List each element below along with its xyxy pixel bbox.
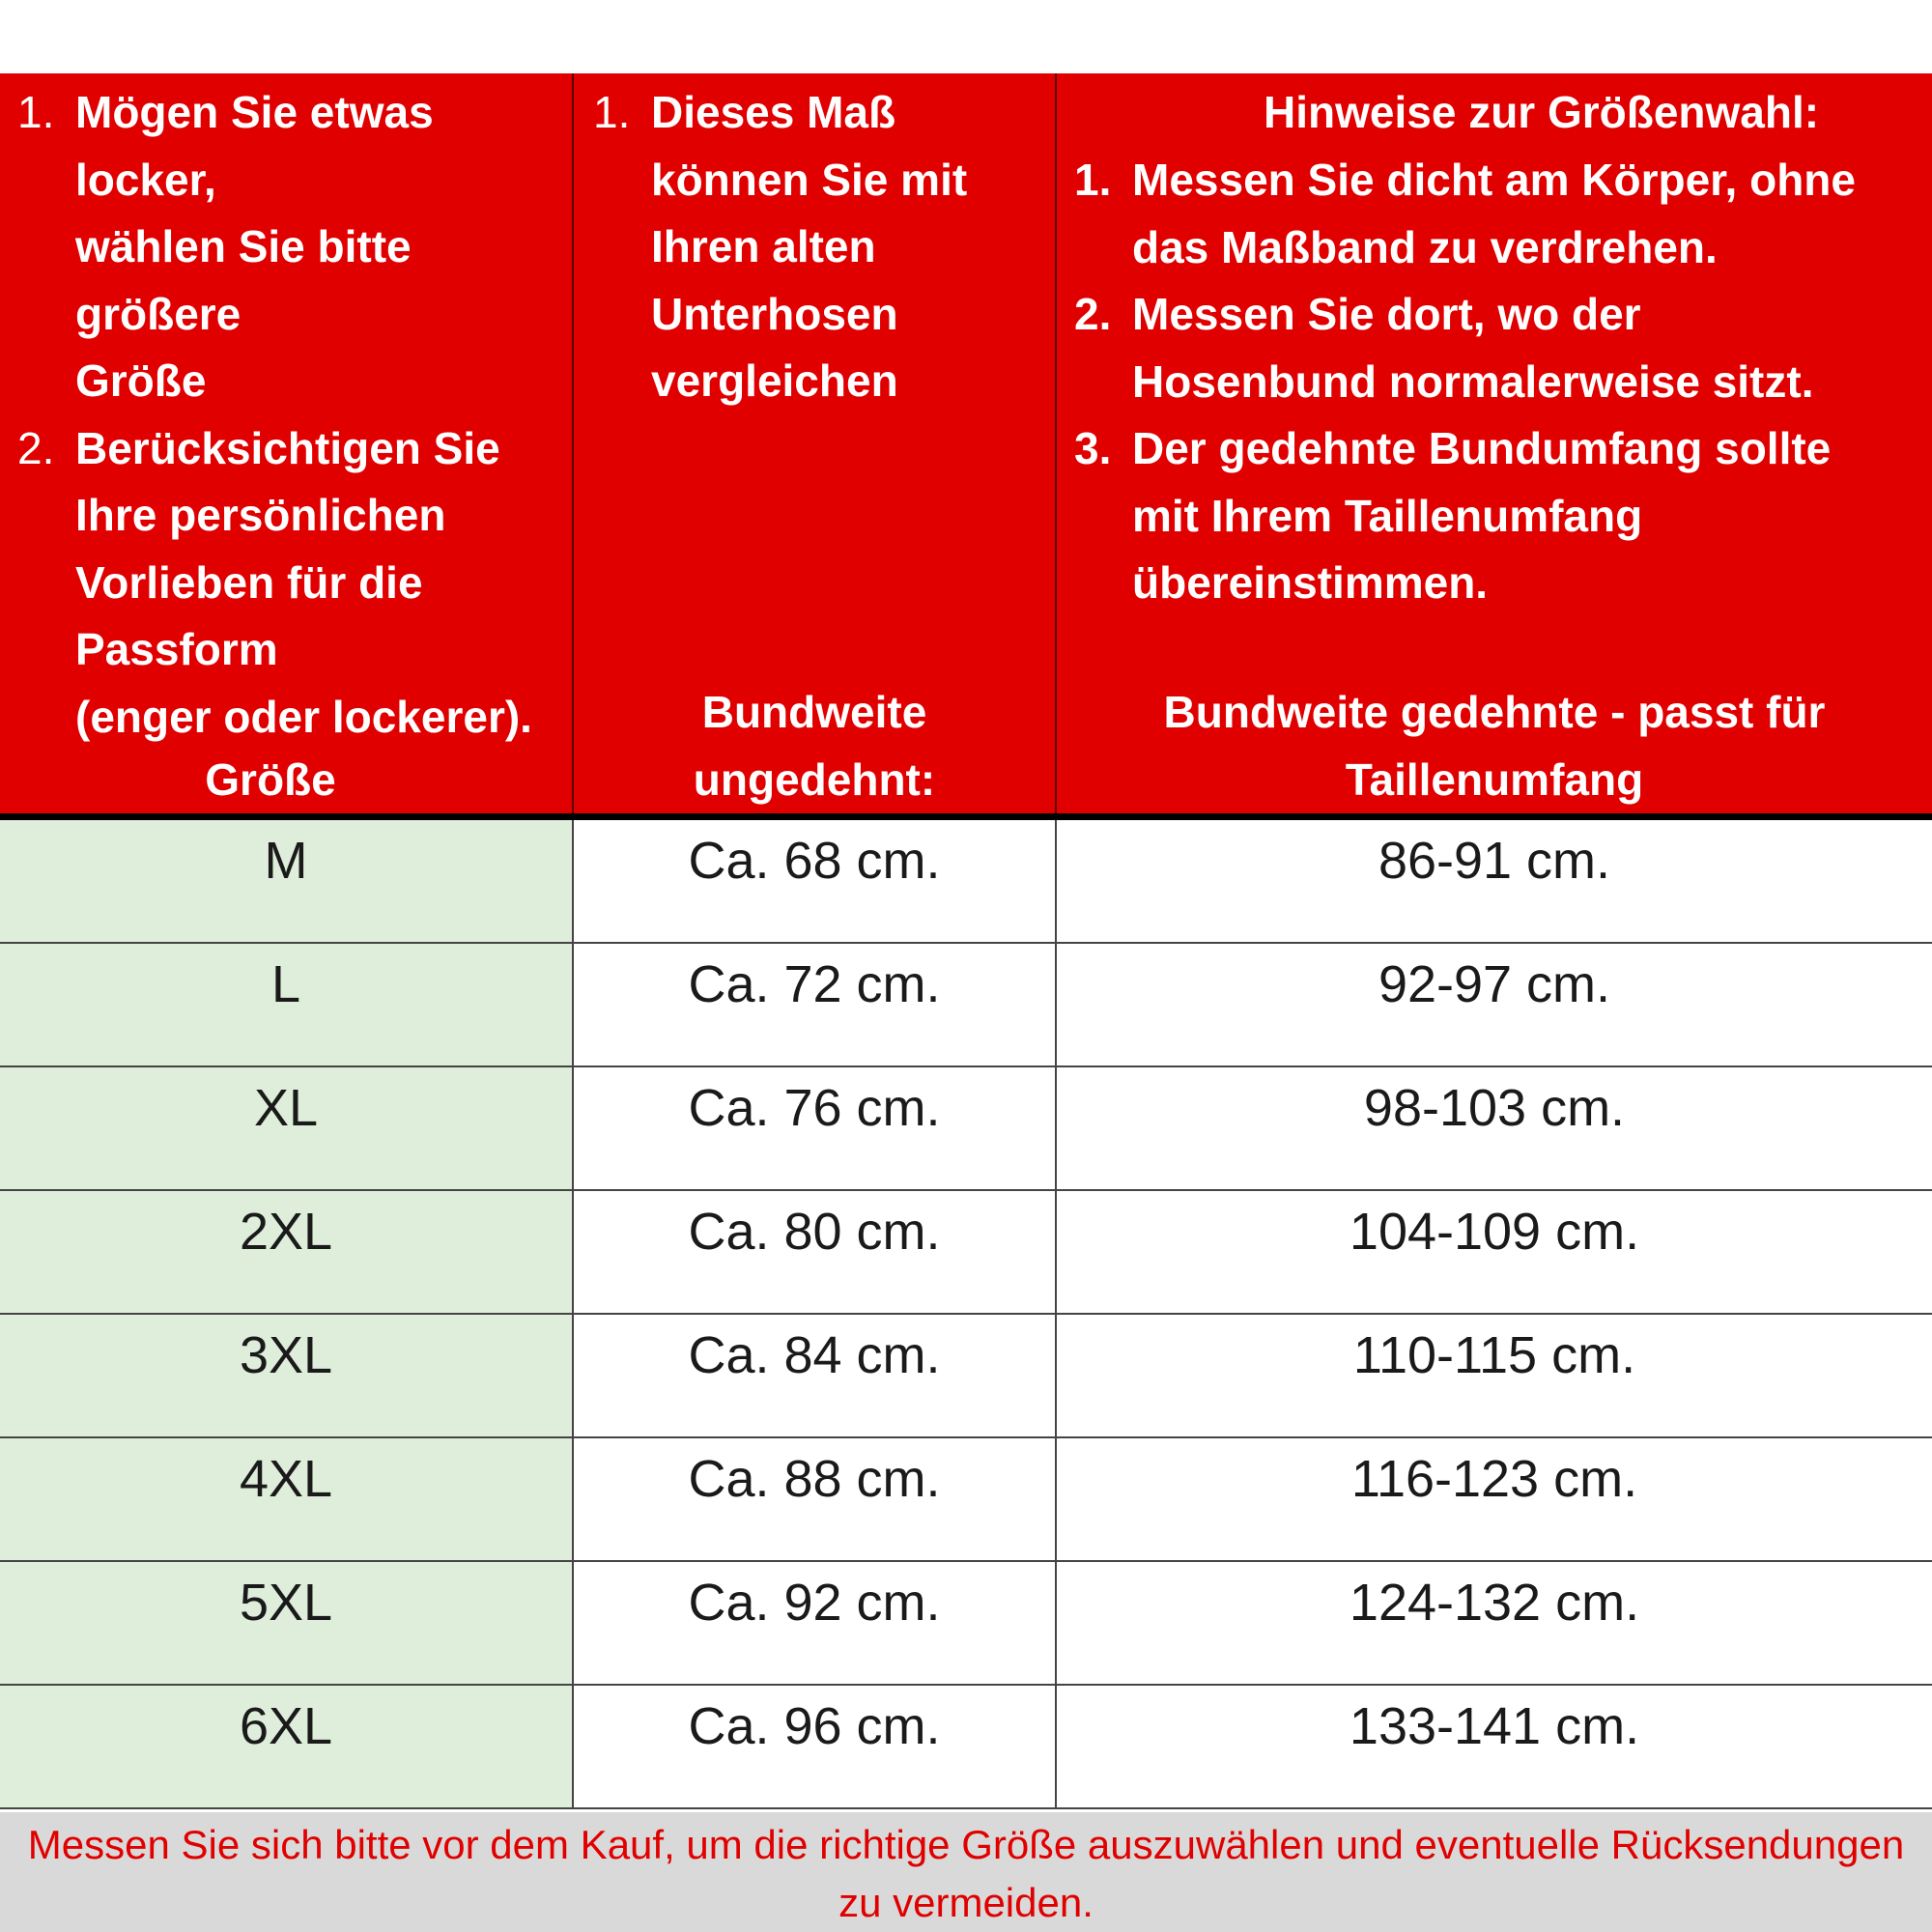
stretched-cell: 104-109 cm. [1057,1191,1932,1313]
stretched-cell: 110-115 cm. [1057,1315,1932,1436]
stretched-cell: 124-132 cm. [1057,1562,1932,1684]
unstretched-cell: Ca. 72 cm. [574,944,1057,1065]
measure-tip-3 [1074,415,1924,617]
header-divider [0,813,1932,820]
footer-line: Messen Sie sich bitte vor dem Kauf, um die richtige Größe auszuwählen und eventuelle Rücksendungen [27,1822,1905,1867]
table-row [0,1191,1932,1315]
fit-tip-2 [17,415,568,752]
unstretched-cell: Ca. 80 cm. [574,1191,1057,1313]
column-heading-line: Taillenumfang [1345,753,1644,805]
unstretched-cell: Ca. 68 cm. [574,820,1057,942]
compare-tip-line: Unterhosen [651,288,898,339]
header-col-unstretched [574,73,1057,819]
column-heading-size [0,747,541,814]
unstretched-cell: Ca. 96 cm. [574,1686,1057,1807]
fit-tip-1 [17,79,568,415]
measure-tip-line: Der gedehnte Bundumfang sollte [1132,423,1832,473]
table-row [0,820,1932,944]
measure-tip-number: 1. [1074,155,1112,205]
table-row [0,1315,1932,1438]
fit-tip-line: Vorlieben für die [75,556,423,608]
compare-tip-line: Dieses Maß [651,87,896,137]
table-row [0,1562,1932,1686]
column-heading-line: Bundweite [701,687,927,737]
size-cell: 6XL [0,1686,574,1807]
column-heading-line: Bundweite gedehnte - passt für [1163,687,1826,737]
compare-tip-1 [593,79,1047,415]
measure-tips-list [1074,147,1924,617]
fit-tip-number: 2. [17,422,55,473]
column-heading-line: ungedehnt: [693,753,936,805]
stretched-cell: 92-97 cm. [1057,944,1932,1065]
fit-tip-line: Größe [75,355,207,406]
measure-tip-line: das Maßband zu verdrehen. [1132,221,1718,272]
fit-tip-line: Passform [75,624,278,674]
table-row [0,944,1932,1067]
header-col-size [0,73,574,819]
measure-tip-line: Messen Sie dicht am Körper, ohne [1132,155,1856,205]
unstretched-cell: Ca. 92 cm. [574,1562,1057,1684]
size-chart [0,73,1932,1932]
size-cell: L [0,944,574,1065]
column-heading-size-text: Größe [205,753,336,805]
compare-tip-line: Ihren alten [651,221,876,271]
stretched-cell: 133-141 cm. [1057,1686,1932,1807]
measure-tip-number: 2. [1074,289,1112,339]
fit-tip-line: (enger oder lockerer). [75,691,532,742]
table-row [0,1686,1932,1809]
table-row [0,1438,1932,1562]
size-table-body [0,820,1932,1809]
size-cell: 2XL [0,1191,574,1313]
unstretched-cell: Ca. 76 cm. [574,1067,1057,1189]
unstretched-cell: Ca. 88 cm. [574,1438,1057,1560]
fit-tips-list [17,79,568,751]
fit-tip-line: Mögen Sie etwas [75,87,434,137]
size-cell: XL [0,1067,574,1189]
measure-tip-number: 3. [1074,423,1112,473]
unstretched-cell: Ca. 84 cm. [574,1315,1057,1436]
measure-tip-line: Messen Sie dort, wo der [1132,289,1641,339]
fit-tip-number: 1. [17,87,55,137]
compare-tip-list [593,79,1047,415]
fit-tip-line: wählen Sie bitte [75,221,412,271]
footer-line: zu vermeiden. [838,1880,1094,1925]
size-cell: 5XL [0,1562,574,1684]
column-heading-unstretched [574,679,1055,813]
stretched-cell: 86-91 cm. [1057,820,1932,942]
stretched-cell: 116-123 cm. [1057,1438,1932,1560]
compare-tip-number: 1. [593,87,631,137]
measure-tip-line: Hosenbund normalerweise sitzt. [1132,355,1814,407]
size-cell: M [0,820,574,942]
size-notes-title: Hinweise zur Größenwahl: [1264,87,1820,137]
size-cell: 3XL [0,1315,574,1436]
size-cell: 4XL [0,1438,574,1560]
size-chart-header [0,73,1932,819]
measure-tip-line: mit Ihrem Taillenumfang [1132,490,1643,541]
measure-tip-line: übereinstimmen. [1132,557,1489,608]
table-row [0,1067,1932,1191]
compare-tip-line: können Sie mit [651,154,968,205]
fit-tip-line: größere [75,288,242,339]
compare-tip-line: vergleichen [651,355,898,406]
column-heading-stretched [1057,679,1932,813]
measure-before-purchase-note [0,1812,1932,1932]
fit-tip-line: locker, [75,154,216,205]
measure-tip-2 [1074,281,1924,415]
header-col-stretched [1057,73,1932,819]
fit-tip-line: Berücksichtigen Sie [75,422,500,473]
measure-tip-1 [1074,147,1924,281]
stretched-cell: 98-103 cm. [1057,1067,1932,1189]
fit-tip-line: Ihre persönlichen [75,490,446,540]
